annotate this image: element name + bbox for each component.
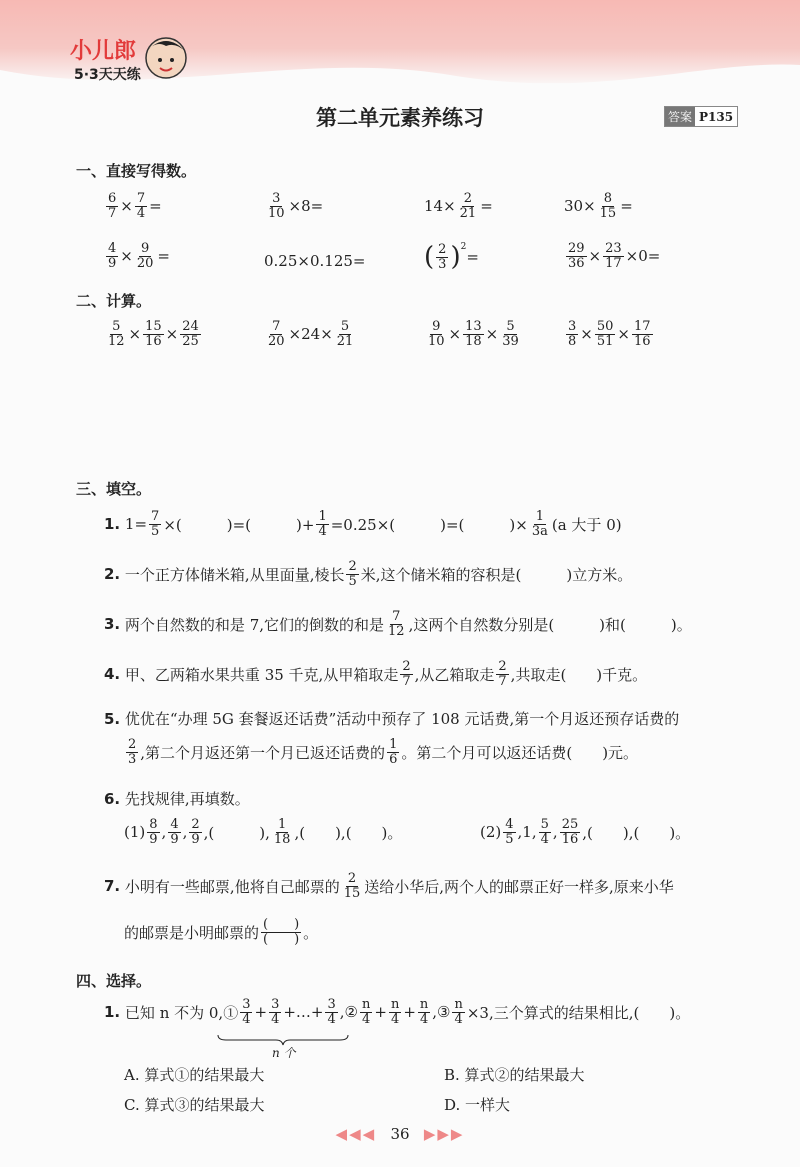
s1-item-a: $\frac{6}{7}$ × $\frac{7}{4}$ = xyxy=(108,191,162,221)
page-number: 36 xyxy=(390,1125,410,1143)
s2-item-c: $\frac{9}{10}$ × $\frac{13}{18}$ × $\frac{5}{39}$ xyxy=(428,319,519,349)
option-A[interactable]: A. 算式①的结果最大 xyxy=(124,1066,265,1084)
option-B[interactable]: B. 算式②的结果最大 xyxy=(444,1066,585,1084)
question-3-3: 3. 两个自然数的和是 7,它们的倒数的和是 $\frac{7}{12}$ ,这两个自然数分别是( )和( )。 xyxy=(104,609,692,639)
s1-item-g: ( $\frac{2}{3}$ ) $^2$ = xyxy=(424,241,479,272)
s2-item-b: $\frac{7}{20}$ ×24× $\frac{5}{21}$ xyxy=(268,319,354,349)
question-3-2: 2. 一个正方体储米箱,从里面量,棱长 $\frac{2}{5}$ 米,这个储米箱的容积是( )立方米。 xyxy=(104,559,633,589)
question-3-7-line1: 7. 小明有一些邮票,他将自己邮票的 $\frac{2}{15}$ 送给小华后,两个人的邮票正好一样多,原来小华 xyxy=(104,871,674,901)
question-3-1: 1. 1= $\frac{7}{5}$ ×( )=( )+ $\frac{1}{4}$ =0.25×( )=( )× $\frac{1}{3a}$ (a 大于 0) xyxy=(104,509,622,539)
section-3-heading: 三、填空。 xyxy=(76,480,152,498)
option-D[interactable]: D. 一样大 xyxy=(444,1096,511,1114)
answer-page: P135 xyxy=(699,109,734,124)
s2-item-a: $\frac{5}{12}$ × $\frac{15}{16}$ × $\frac{24}{25}$ xyxy=(108,319,199,349)
page-title: 第二单元素养练习 xyxy=(316,106,484,130)
section-1-heading: 一、直接写得数。 xyxy=(76,162,197,180)
underbrace-label: n 个 xyxy=(272,1046,296,1060)
next-arrows-icon: ▶▶▶ xyxy=(423,1125,465,1143)
s1-item-c: 14× $\frac{2}{21}$ = xyxy=(424,191,493,221)
prev-arrows-icon: ◀◀◀ xyxy=(335,1125,377,1143)
answer-label: 答案 xyxy=(665,107,695,126)
s1-item-b: $\frac{3}{10}$ ×8= xyxy=(268,191,324,221)
s1-item-d: 30× $\frac{8}{15}$ = xyxy=(564,191,633,221)
question-4-1: 1. 已知 n 不为 0,① $\frac{3}{4}$ + $\frac{3}{4}$ +…+ $\frac{3}{4}$ ,② $\frac{n}{4}$ + $\frac{n}{4}$ + $\frac{n}{4}$ ,③ $\frac{n}{4}$ ×3,三个算式的结果相比,( )。 xyxy=(104,997,691,1027)
answer-reference xyxy=(664,106,738,127)
s1-item-h: $\frac{29}{36}$ × $\frac{23}{17}$ ×0= xyxy=(568,241,661,271)
question-3-7-line2: 的邮票是小明邮票的 $\frac{( )}{( )}$ 。 xyxy=(124,917,319,947)
section-4-heading: 四、选择。 xyxy=(76,972,152,990)
s1-item-f: 0.25×0.125= xyxy=(264,252,366,270)
question-3-4: 4. 甲、乙两箱水果共重 35 千克,从甲箱取走 $\frac{2}{7}$ ,从乙箱取走 $\frac{2}{7}$ ,共取走( )千克。 xyxy=(104,659,648,689)
brand-name: 小儿郎 xyxy=(70,39,137,64)
question-3-6-part2: (2) $\frac{4}{5}$ ,1, $\frac{5}{4}$ , $\frac{25}{16}$ ,( ),( )。 xyxy=(480,817,691,847)
page-footer xyxy=(0,1125,800,1143)
s2-item-d: $\frac{3}{8}$ × $\frac{50}{51}$ × $\frac{17}{16}$ xyxy=(568,319,651,349)
s1-item-e: $\frac{4}{9}$ × $\frac{9}{20}$ = xyxy=(108,241,170,271)
question-3-5-line2: $\frac{2}{3}$ ,第二个月返还第一个月已返还话费的 $\frac{1}{6}$ 。第二个月可以返还话费( )元。 xyxy=(128,737,639,767)
question-3-6-part1: (1) $\frac{8}{9}$ , $\frac{4}{9}$ , $\frac{2}{9}$ ,( ), $\frac{1}{18}$ ,( ),( )。 xyxy=(124,817,403,847)
question-3-6: 6. 先找规律,再填数。 xyxy=(104,789,250,808)
brand-series: 5·3天天练 xyxy=(74,67,141,83)
question-3-5-line1: 5. 优优在“办理 5G 套餐返还话费”活动中预存了 108 元话费,第一个月返还预存话费的 xyxy=(104,709,680,728)
option-C[interactable]: C. 算式③的结果最大 xyxy=(124,1096,265,1114)
section-2-heading: 二、计算。 xyxy=(76,292,152,310)
